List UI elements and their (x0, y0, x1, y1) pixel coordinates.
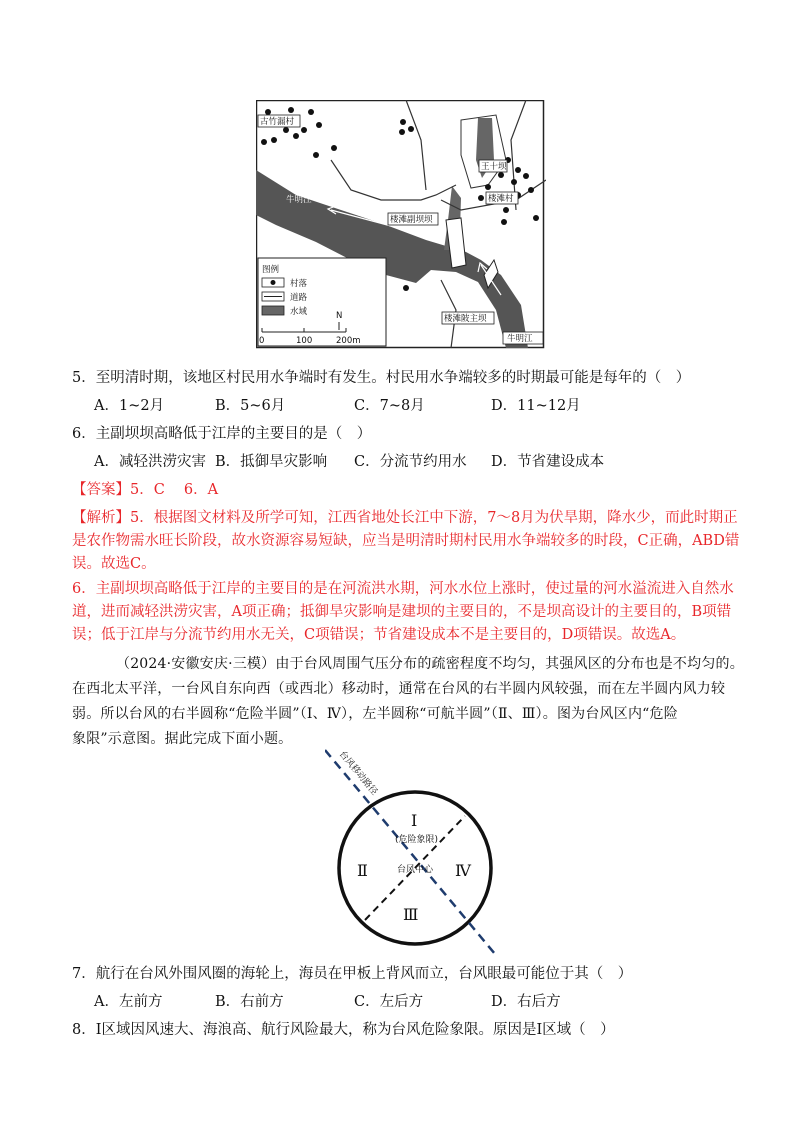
quadrant-1-label: Ⅰ (411, 811, 418, 830)
label-lou-main-dam: 楼滩陂主坝 (444, 314, 487, 324)
analysis-6 (72, 578, 732, 647)
analysis-6-line-2: 道，进而减轻洪涝灾害，A项正确；抵御旱灾影响是建坝的主要目的，不是坝高设计的主要目的，B项错 (72, 604, 732, 620)
scale-100: 100 (296, 336, 313, 346)
quadrant-1-note: (危险象限) (395, 835, 439, 845)
q6-option-c: C．分流节约用水 (354, 454, 467, 470)
q6-stem: 6．主副坝坝高略低于江岸的主要目的是（ ） (72, 426, 372, 442)
q7-option-c: C．左后方 (354, 994, 424, 1010)
q6-option-a: A．减轻洪涝灾害 (94, 454, 206, 470)
analysis-5 (72, 507, 740, 576)
q7-option-a: A．左前方 (94, 994, 163, 1010)
intro-line-2: 在西北太平洋，一台风自东向西（或西北）移动时，通常在台风的右半圆内风较强，而在左半圆内风力较 (72, 681, 726, 697)
answer-line (72, 480, 218, 500)
analysis-5-line-1: 5．根据图文材料及所学可知，江西省地处长江中下游，7～8月为伏旱期，降水少，而此时期正 (130, 510, 738, 526)
scale-0: 0 (259, 336, 265, 346)
legend-village: 村落 (290, 279, 308, 289)
quadrant-3-label: Ⅲ (403, 905, 419, 924)
analysis-tag: 【解析】 (72, 510, 130, 526)
q7-option-b: B．右前方 (215, 994, 284, 1010)
answer-tag: 【答案】 (72, 482, 130, 498)
intro-line-3: 弱。所以台风的右半圆称“危险半圆”（Ⅰ、Ⅳ），左半圆称“可航半圆”（Ⅱ、Ⅲ）。图为台风区内“危险 (72, 706, 678, 722)
q6-option-b: B．抵御旱灾影响 (215, 454, 328, 470)
map-legend (258, 258, 386, 346)
analysis-6-line-1: 6．主副坝坝高略低于江岸的主要目的是在河流洪水期，河水水位上涨时，使过量的河水溢流进入自然水 (72, 581, 734, 597)
typhoon-center-label: 台风中心 (397, 865, 434, 875)
q5-option-c: C．7~8月 (354, 398, 425, 414)
quadrant-4-label: Ⅳ (455, 861, 471, 880)
answer-text: 5．C 6．A (130, 482, 219, 498)
q5-option-b: B．5~6月 (215, 398, 286, 414)
label-guzhulun: 古竹漏村 (260, 117, 295, 127)
north-label: N (336, 311, 343, 321)
q8-stem: 8．Ⅰ区域因风速大、海浪高、航行风险最大，称为台风危险象限。原因是Ⅰ区域（ ） (72, 1022, 615, 1038)
typhoon-intro (72, 652, 744, 752)
q5-option-d: D．11~12月 (491, 398, 581, 414)
q6-option-d: D．节省建设成本 (491, 454, 605, 470)
river-map-figure (256, 100, 546, 350)
typhoon-quadrant-diagram (325, 748, 515, 958)
quadrant-2-label: Ⅱ (357, 861, 368, 880)
typhoon-path-label: 台风移动路径 (336, 749, 380, 798)
analysis-5-line-3: 误。故选C。 (72, 556, 156, 572)
analysis-6-line-3: 误；低于江岸与分流节约用水无关，C项错误；节省建设成本不是主要目的，D项错误。故选A。 (72, 627, 686, 643)
intro-line-4: 象限”示意图。据此完成下面小题。 (72, 731, 293, 747)
label-wangshi: 王十坝 (481, 162, 507, 172)
legend-road: 道路 (290, 293, 308, 303)
intro-line-1: （2024·安徽安庆·三模）由于台风周围气压分布的疏密程度不均匀，其强风区的分布也是不均匀的。 (116, 656, 744, 672)
q7-option-d: D．右后方 (491, 994, 561, 1010)
q5-option-a: A．1~2月 (94, 398, 165, 414)
label-niumingjiang-bottom: 牛明江 (507, 334, 533, 344)
label-louzhen: 楼滩村 (488, 194, 514, 204)
q7-stem: 7．航行在台风外围风圈的海轮上，海员在甲板上背风而立，台风眼最可能位于其（ ） (72, 966, 633, 982)
analysis-5-line-2: 是农作物需水旺长阶段，故水资源容易短缺，应当是明清时期村民用水争端较多的时段，C正确，ABD错 (72, 533, 740, 549)
legend-water: 水域 (290, 307, 308, 317)
label-niumingjiang-left: 牛明江 (286, 195, 312, 205)
scale-200: 200m (336, 336, 361, 346)
legend-title: 图例 (262, 265, 280, 275)
label-lou-secondary-dam: 楼滩副坝坝 (390, 215, 433, 225)
q5-stem: 5．至明清时期，该地区村民用水争端时有发生。村民用水争端较多的时期最可能是每年的（ ） (72, 370, 691, 386)
